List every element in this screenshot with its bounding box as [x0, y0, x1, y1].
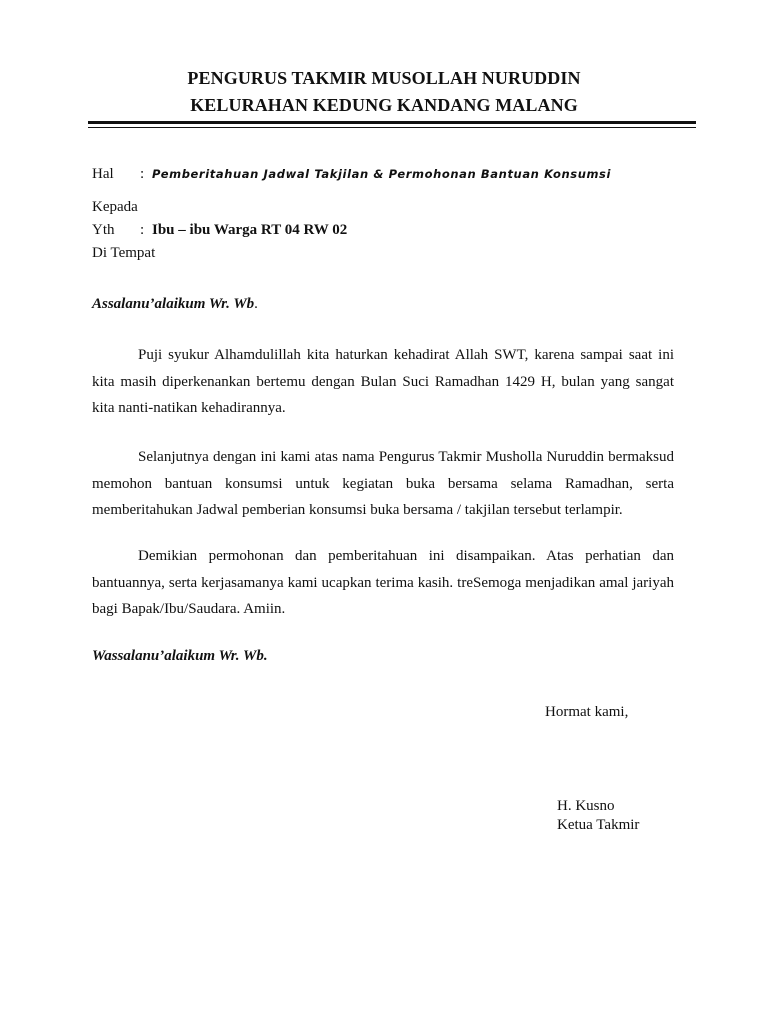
- closing-greeting: Wassalanu’alaikum Wr. Wb.: [92, 648, 268, 664]
- recipient-yth-label: Yth: [92, 222, 115, 238]
- signature-salutation: Hormat kami,: [545, 704, 629, 720]
- opening-greeting-punct: .: [254, 296, 258, 312]
- header-rule-thin: [88, 127, 696, 128]
- recipient-colon: :: [140, 222, 145, 238]
- signature-name: H. Kusno: [557, 798, 615, 814]
- subject-colon: :: [140, 166, 145, 182]
- recipient-row: [92, 222, 347, 239]
- header-organization: PENGURUS TAKMIR MUSOLLAH NURUDDIN: [187, 68, 581, 88]
- subject-row: [92, 166, 611, 183]
- opening-greeting-row: [92, 296, 258, 313]
- opening-greeting: Assalanu’alaikum Wr. Wb: [92, 296, 255, 312]
- recipient-name: Ibu – ibu Warga RT 04 RW 02: [152, 222, 348, 238]
- paragraph-1: Puji syukur Alhamdulillah kita haturkan kehadirat Allah SWT, karena sampai saat ini kita masih diperkenankan bertemu dengan Bulan Suci Ramadhan 1429 H, bulan yang sangat kita nanti-natikan kehadirannya.: [92, 347, 674, 416]
- header-location: KELURAHAN KEDUNG KANDANG MALANG: [190, 95, 578, 115]
- paragraph-3: Demikian permohonan dan pemberitahuan ini disampaikan. Atas perhatian dan bantuannya, serta kerjasamanya kami ucapkan terima kasih. treSemoga menjadikan amal jariyah bagi Bapak/Ibu/Saudara. Amiin.: [92, 548, 674, 617]
- signature-title: Ketua Takmir: [557, 817, 640, 833]
- paragraph-2: Selanjutnya dengan ini kami atas nama Pengurus Takmir Musholla Nuruddin bermaksud memohon bantuan konsumsi untuk kegiatan buka bersama selama Ramadhan, serta memberitahukan Jadwal pemberian konsumsi buka bersama / takjilan tersebut terlampir.: [92, 449, 674, 518]
- recipient-kepada: Kepada: [92, 199, 138, 215]
- recipient-place: Di Tempat: [92, 245, 156, 261]
- subject-text: Pemberitahuan Jadwal Takjilan & Permohonan Bantuan Konsumsi: [152, 167, 612, 181]
- header-rule-thick: [88, 121, 696, 124]
- subject-label: Hal: [92, 166, 114, 182]
